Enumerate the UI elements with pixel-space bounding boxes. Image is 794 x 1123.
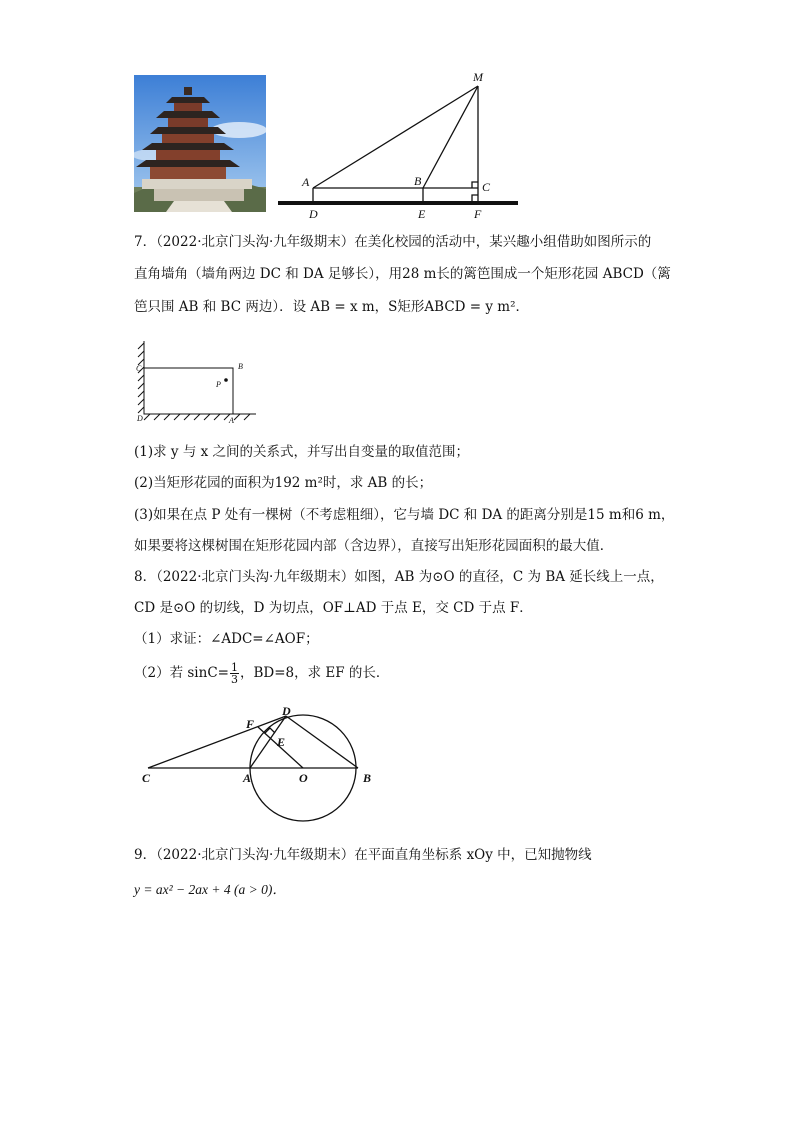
label-P: P [216,380,221,389]
label-C: C [482,180,491,194]
q8-sub-2-prefix: （2）若 sinC= [134,665,229,681]
garden-figure [130,335,270,430]
label-M: M [473,70,483,84]
q7-sub-3b: 如果要将这棵树围在矩形花园内部（含边界），直接写出矩形花园面积的最大值． [134,538,614,554]
q9-line-1: 9．（2022·北京门头沟·九年级期末）在平面直角坐标系 xOy 中，已知抛物线 [134,847,592,863]
q7-line-1: 7．（2022·北京门头沟·九年级期末）在美化校园的活动中，某兴趣小组借助如图所示的 [134,234,652,250]
circle-tangent-figure [138,700,388,825]
label-E: E [418,207,426,221]
segment-BM [423,86,478,188]
q8-sub-2 [134,662,389,685]
fraction-denominator: 3 [230,673,238,686]
q9-line-2: y = ax² − 2ax + 4 (a > 0)． [134,882,286,897]
label-D: D [309,207,318,221]
tree-point-P [224,378,228,382]
label-B: B [363,771,372,785]
q7-line-3: 笆只围 AB 和 BC 两边）．设 AB = x m，S矩形ABCD = y m²． [134,299,529,315]
fraction-numerator: 1 [230,661,238,674]
q8-line-1: 8．（2022·北京门头沟·九年级期末）如图，AB 为⊙O 的直径，C 为 BA 延长线上一点， [134,569,664,585]
chord-DB [286,716,358,768]
q8-sub-1: （1）求证：∠ADC=∠AOF； [134,631,319,647]
segment-AM [313,86,478,188]
tangent-CD [148,716,286,768]
label-O: O [299,771,308,785]
label-F: F [474,207,482,221]
q7-sub-3a: (3)如果在点 P 处有一棵树（不考虑粗细），它与墙 DC 和 DA 的距离分别是15 m和6 m， [134,507,675,523]
fraction-one-third [230,662,239,685]
label-A: A [229,416,234,425]
pagoda-photo [134,75,266,212]
label-D: D [137,414,143,423]
label-B: B [238,362,243,371]
q7-line-2: 直角墙角（墙角两边 DC 和 DA 足够长），用28 m长的篱笆围成一个矩形花园 ABCD（篱 [134,266,671,282]
q7-sub-2: (2)当矩形花园的面积为192 m²时，求 AB 的长； [134,475,433,491]
label-A: A [302,175,310,189]
label-F: F [246,717,255,731]
label-D: D [282,704,291,718]
q8-line-2: CD 是⊙O 的切线，D 为切点，OF⊥AD 于点 E，交 CD 于点 F． [134,600,533,616]
q7-sub-1: (1)求 y 与 x 之间的关系式，并写出自变量的取值范围； [134,444,470,460]
label-A: A [243,771,252,785]
label-C: C [142,771,151,785]
label-B: B [414,174,422,188]
label-C: C [136,364,142,373]
q8-sub-2-suffix: ，BD=8，求 EF 的长． [239,665,390,681]
rectangle-ABCD [144,368,233,414]
similar-triangles-figure [270,64,530,224]
label-E: E [277,735,286,749]
